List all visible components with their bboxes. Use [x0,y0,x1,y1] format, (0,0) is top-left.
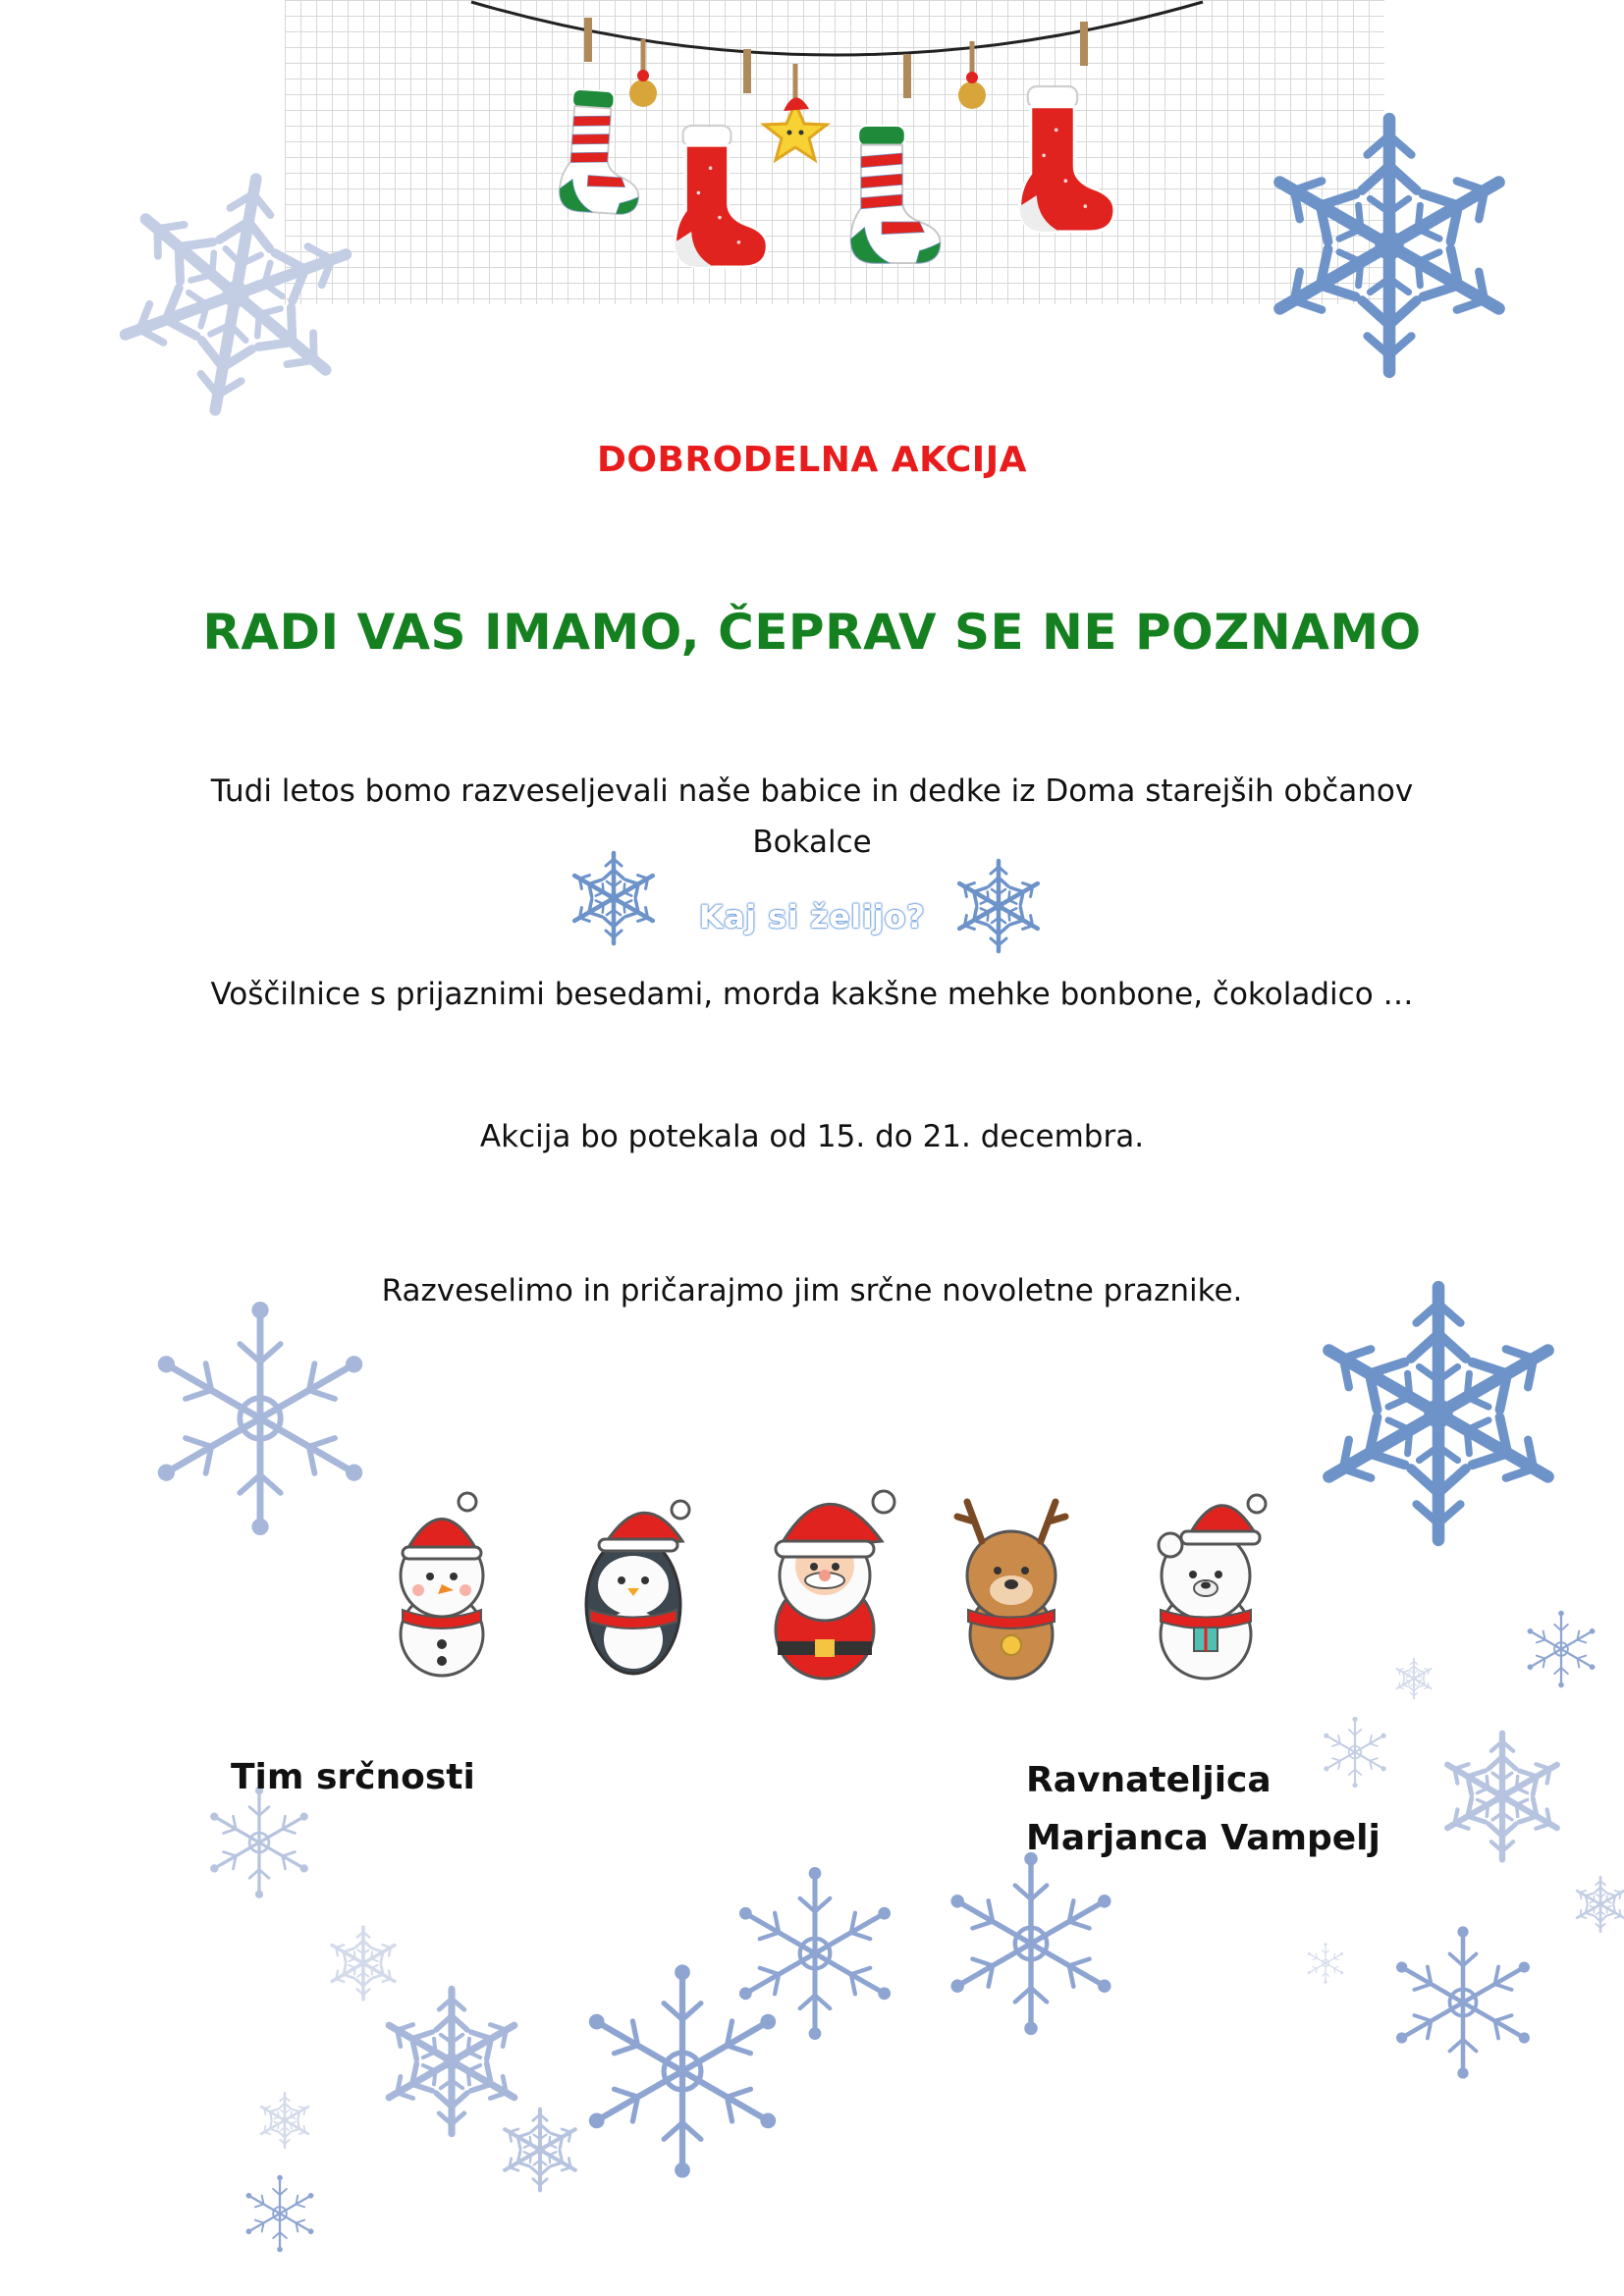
polar-bear-icon [1159,1495,1266,1679]
snowflake-icon [1306,1266,1571,1561]
snowflake-icon [216,2032,412,2258]
stocking-icon [676,126,768,267]
snowman-icon [401,1493,483,1676]
snowflake-icon [137,1296,383,1541]
penguin-icon [586,1501,689,1674]
signature-left: Tim srčnosti [231,1757,475,1797]
wishes-text: Voščilnice s prijaznimi besedami, morda kakšne mehke bonbone, čokoladico … [210,977,1414,1012]
snowflake-icon [481,2091,599,2209]
stocking-icon [1020,86,1114,232]
snowflake-icon [945,852,1053,960]
snowflake-icon [1257,98,1522,393]
snowflake-icon [108,162,363,427]
santa-icon [776,1491,894,1679]
reindeer-icon [957,1502,1065,1679]
snowflake-icon [1267,1590,1624,2140]
stockings-garland [285,0,1384,304]
closing-text: Razveselimo in pričarajmo jim srčne novoletne praznike. [381,1273,1243,1308]
characters-row [363,1472,1286,1688]
bell-icon [958,41,986,109]
dates-text: Akcija bo potekala od 15. do 21. decembra. [479,1119,1145,1154]
subtitle: DOBRODELNA AKCIJA [597,440,1027,480]
intro-line-1: Tudi letos bomo razveseljevali naše babice in dedke iz Doma starejših občanov [210,774,1414,809]
page-title: RADI VAS IMAMO, ČEPRAV SE NE POZNAMO [202,604,1422,661]
stocking-icon [851,126,941,263]
intro-line-2: Bokalce [752,825,872,860]
signature-name: Marjanca Vampelj [1026,1818,1380,1858]
stocking-icon [559,88,646,215]
question-heading: Kaj si želijo? [698,898,926,935]
signature-role: Ravnateljica [1026,1760,1272,1800]
star-icon [764,64,827,160]
bell-icon [629,39,657,107]
